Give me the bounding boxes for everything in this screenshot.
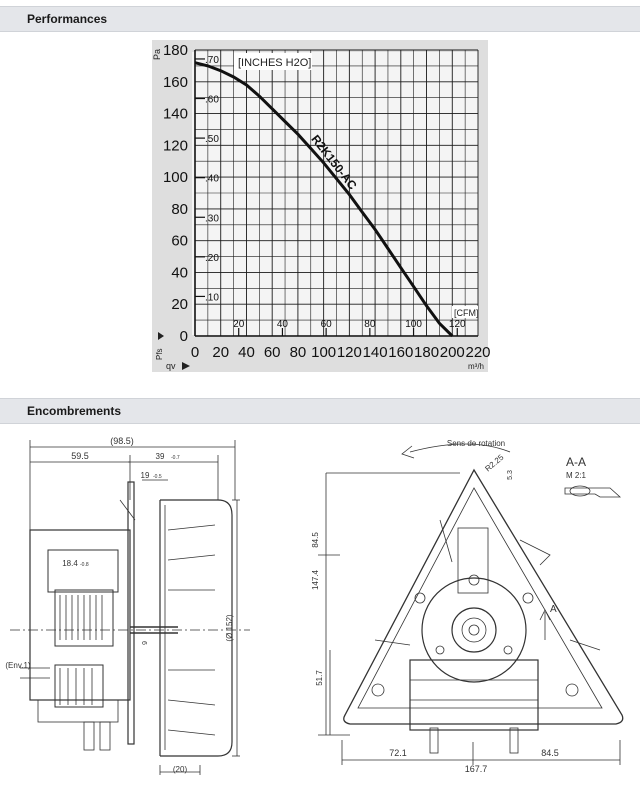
x-tick-label: 100 (311, 344, 337, 361)
front-view (318, 444, 623, 765)
cfm-tick-label: 40 (276, 319, 288, 330)
x-tick-label: 160 (388, 344, 414, 361)
y-tick-label: 180 (162, 42, 188, 59)
dim-shaft-depth: 39 (155, 452, 165, 461)
dim-radius: R2.25 (483, 452, 506, 474)
y-tick-label: 80 (171, 200, 188, 218)
x-tick-label: 180 (414, 344, 440, 361)
inch-tick-label: .60 (205, 94, 219, 106)
dim-overall-width: (98.5) (110, 436, 134, 446)
y-tick-label: 160 (162, 73, 188, 91)
inch-tick-label: .50 (205, 134, 219, 146)
performances-title: Performances (27, 12, 108, 26)
y-tick-label: 120 (162, 137, 188, 155)
encombrements-title: Encombrements (27, 404, 122, 418)
dim-height-top: 84.5 (311, 532, 320, 548)
inch-tick-label: .70 (205, 54, 219, 66)
dim-width-total: 167.7 (464, 764, 488, 774)
cfm-tick-label: 120 (448, 319, 466, 330)
cfm-tick-label: 60 (320, 319, 332, 330)
inch-tick-label: .10 (205, 292, 219, 304)
y-tick-label: 140 (162, 105, 188, 123)
dim-rib-height: 18.4 (62, 559, 78, 568)
dim-env: (Env.1) (5, 661, 31, 670)
cfm-tick-label: 80 (364, 319, 376, 330)
dim-hub-depth-tol: -0.5 (153, 474, 162, 480)
dim-motor-depth: 59.5 (71, 451, 89, 461)
x-tick-label: 60 (263, 344, 281, 361)
side-view (10, 440, 250, 775)
x-axis-unit: m³/h (468, 362, 484, 371)
dim-slot: 5.3 (507, 470, 514, 480)
x-axis-label: qv (166, 361, 176, 371)
section-marker-a: A (550, 604, 557, 615)
y-tick-label: 20 (171, 296, 188, 314)
series-label: R2K150-AC (308, 132, 360, 193)
dim-shaft-dia: 6 (140, 641, 147, 645)
x-tick-label: 140 (362, 344, 388, 361)
section-label: A-A (565, 455, 587, 469)
x-tick-label: 0 (190, 344, 200, 361)
x-tick-label: 40 (238, 344, 255, 361)
cfm-tick-label: 100 (405, 319, 422, 330)
inch-tick-label: .40 (205, 173, 219, 185)
x-tick-label: 220 (465, 344, 491, 361)
y-tick-label: 40 (171, 264, 188, 282)
dim-height-total: 147.4 (311, 569, 320, 591)
dim-width-left: 72.1 (389, 748, 407, 758)
dim-shaft-depth-tol: -0.7 (171, 455, 180, 461)
y-tick-label: 60 (171, 232, 188, 250)
y-axis-sub-label: Pfs (155, 348, 164, 360)
dim-rib-height-tol: -0.8 (80, 562, 89, 568)
rotation-label: Sens de rotation (446, 439, 506, 448)
cfm-tick-label: 20 (233, 319, 245, 330)
x-tick-label: 80 (289, 344, 307, 361)
x-tick-label: 120 (336, 344, 362, 361)
y-axis-label: Pa (152, 48, 162, 60)
dim-width-right: 84.5 (541, 748, 559, 758)
inch-tick-label: .20 (205, 252, 219, 264)
dim-wheel-width: (20) (172, 765, 188, 774)
cfm-unit-label: [CFM] (454, 308, 479, 318)
x-tick-label: 20 (212, 344, 230, 361)
y-tick-label: 0 (179, 328, 188, 345)
dim-height-bottom: 51.7 (315, 670, 324, 686)
inch-unit-label: [INCHES H2O] (238, 57, 312, 69)
x-tick-label: 200 (439, 344, 465, 361)
inch-tick-label: .30 (205, 213, 219, 225)
y-tick-label: 100 (162, 169, 188, 187)
dim-wheel-dia: (Ø 152) (225, 614, 234, 642)
scale-label: M 2:1 (565, 471, 587, 480)
dim-hub-depth: 19 (140, 471, 150, 480)
